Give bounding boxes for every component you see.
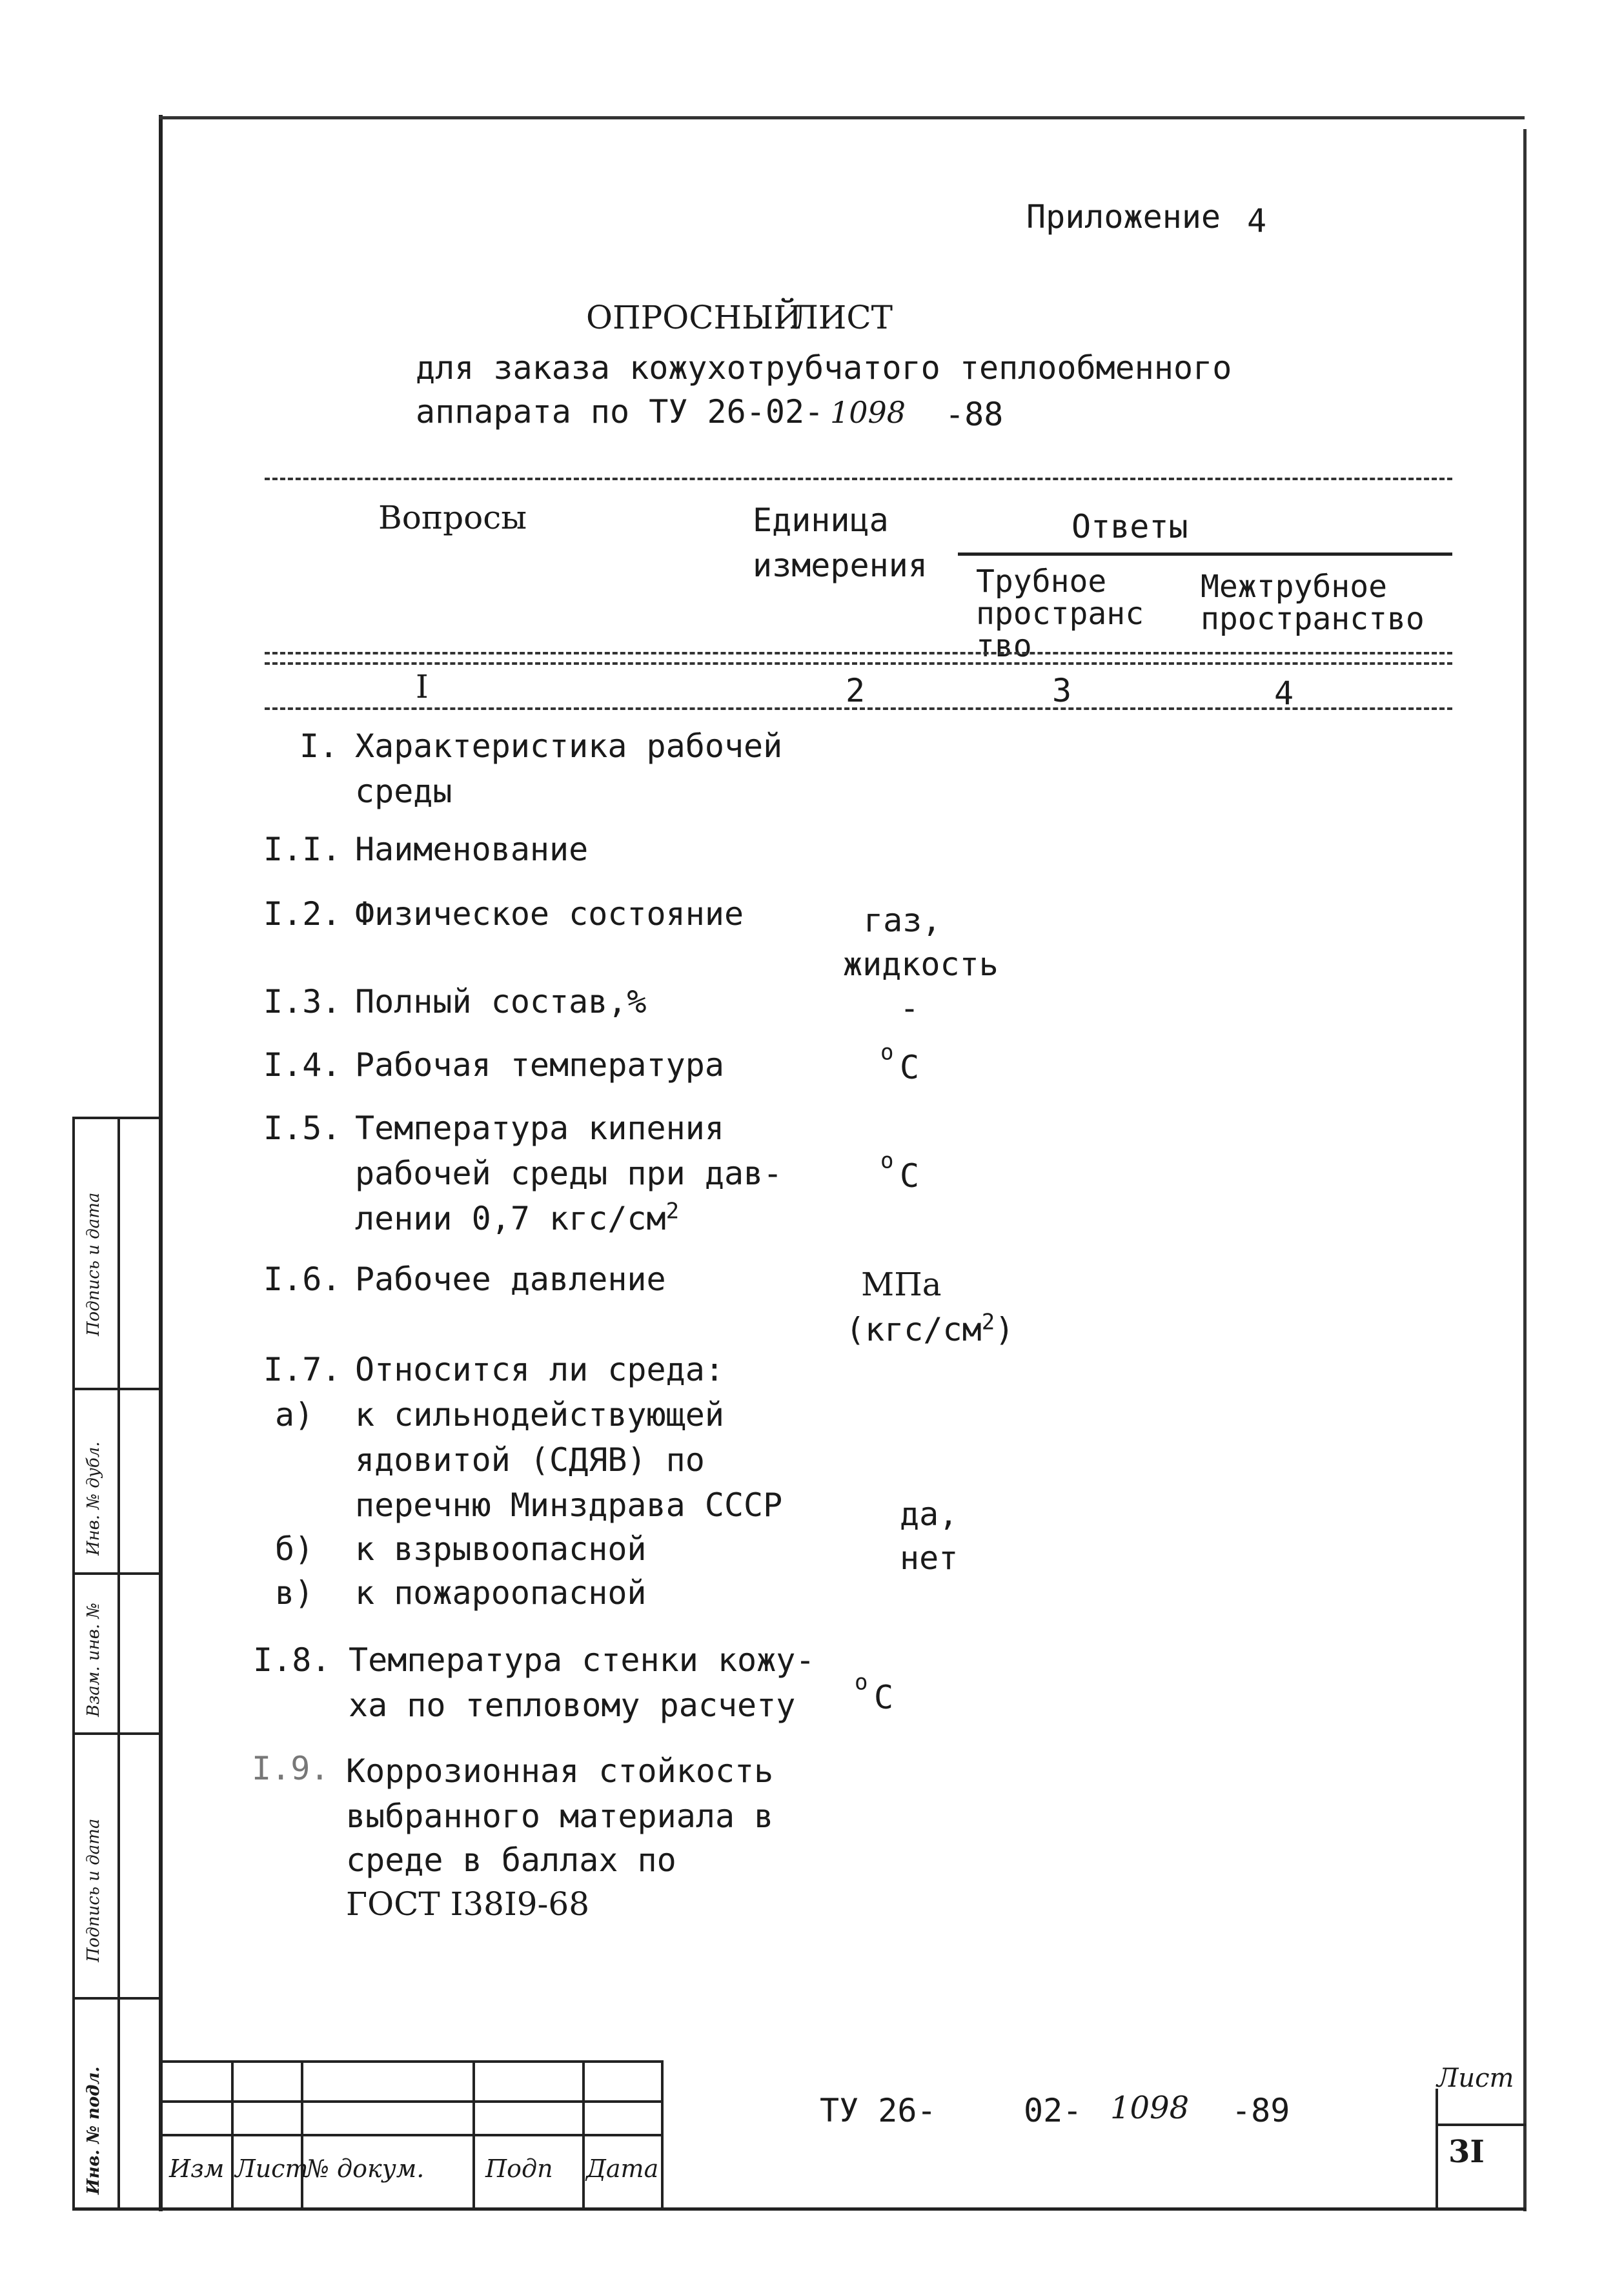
- row-number: I.6.: [263, 1261, 341, 1298]
- column-number-4: 4: [1274, 674, 1294, 712]
- row-text-line: Характеристика рабочей: [355, 727, 783, 765]
- header-bottom-rule: [265, 652, 1452, 654]
- row-number: I.9.: [252, 1750, 330, 1787]
- subtitle-line-2-prefix: аппарата по ТУ 26-02-: [416, 393, 824, 431]
- side-stamp-outer-line: [72, 1117, 75, 2210]
- sub-item-mark: а): [275, 1396, 314, 1434]
- row-text-line: Температура кипения: [355, 1110, 724, 1147]
- sheet-box-divider: [1436, 2124, 1526, 2126]
- title-block-top-line: [163, 2060, 662, 2063]
- document-code-mid: 02-: [1024, 2092, 1082, 2129]
- column-header-unit-line-2: измерения: [753, 547, 928, 584]
- sub-item-mark: в): [275, 1574, 314, 1612]
- column-header-questions: Вопросы: [378, 499, 527, 536]
- header-bottom-rule-2: [265, 662, 1452, 665]
- row-unit: С: [900, 1157, 920, 1195]
- title-block-column-line: [231, 2060, 234, 2209]
- row-text-line: выбранного материала в: [346, 1798, 774, 1835]
- row-number: I.: [299, 727, 339, 765]
- row-number: I.2.: [263, 895, 341, 933]
- subtitle-line-2-suffix: -88: [945, 396, 1004, 433]
- side-stamp-divider: [72, 1388, 161, 1390]
- side-stamp-label-duplicate-inv: Инв. № дубл.: [84, 1441, 103, 1556]
- sub-item-text: к взрывоопасной: [355, 1530, 647, 1568]
- title-block-label-podp: Подп: [485, 2154, 553, 2183]
- sub-item-mark: б): [275, 1530, 314, 1568]
- row-unit-line: нет: [900, 1539, 959, 1577]
- row-number: I.I.: [263, 831, 341, 868]
- row-unit: С: [900, 1049, 920, 1086]
- row-number: I.3.: [263, 983, 341, 1020]
- row-unit: С: [874, 1679, 894, 1716]
- row-text-line: Коррозионная стойкость: [346, 1752, 774, 1790]
- column-header-shell-line-2: пространство: [1201, 601, 1425, 637]
- row-unit-line: $(кгс/см^2)$: [846, 1309, 1015, 1348]
- sheet-number: 3I: [1448, 2134, 1485, 2170]
- title-word-2: ЛИСТ: [791, 299, 893, 336]
- row-unit-line: газ,: [864, 902, 942, 939]
- row-text-line: рабочей среды при дав-: [355, 1155, 783, 1192]
- row-unit-superscript: о: [880, 1039, 894, 1066]
- side-stamp-inner-line: [117, 1117, 120, 2210]
- row-unit: -: [900, 989, 920, 1027]
- subtitle-handwritten-number: 1098: [830, 395, 906, 430]
- frame-right-border: [1523, 129, 1527, 2211]
- title-block-row-line: [163, 2100, 662, 2103]
- row-text-line: лении 0,7 кгс/$см^2$: [355, 1198, 680, 1237]
- row-unit-line: жидкость: [843, 946, 999, 983]
- column-number-2: 2: [846, 672, 866, 709]
- title-block-label-izm: Изм: [169, 2154, 225, 2183]
- subtitle-line-1: для заказа кожухотрубчатого теплообменного: [416, 349, 1232, 387]
- column-number-3: 3: [1052, 672, 1072, 709]
- column-header-tube-line-2: пространс: [976, 596, 1144, 632]
- row-text: Полный состав,%: [355, 983, 647, 1020]
- table-top-rule: [265, 478, 1452, 480]
- column-header-tube-line-3: тво: [976, 628, 1032, 664]
- sheet-label: Лист: [1437, 2063, 1514, 2093]
- title-block-column-line: [661, 2060, 664, 2209]
- row-number: I.8.: [253, 1641, 331, 1679]
- sub-item-text: ядовитой (СДЯВ) по: [355, 1441, 705, 1479]
- frame-bottom-border: [72, 2207, 1526, 2211]
- frame-top-border: [159, 116, 1525, 119]
- row-text: Относится ли среда:: [355, 1351, 724, 1388]
- column-header-answers: Ответы: [1071, 508, 1188, 545]
- row-text: Наименование: [355, 831, 589, 868]
- side-stamp-divider: [72, 1117, 161, 1119]
- side-stamp-divider: [72, 1732, 161, 1735]
- row-text-line: ГОСТ I38I9-68: [346, 1885, 590, 1923]
- sheet-box-left-line: [1436, 2089, 1438, 2209]
- column-header-unit-line-1: Единица: [753, 502, 889, 539]
- row-text: Физическое состояние: [355, 895, 744, 933]
- answers-underline: [958, 553, 1452, 556]
- document-code-prefix: ТУ 26-: [820, 2092, 937, 2129]
- title-block-column-line: [582, 2060, 585, 2209]
- title-block-row-line: [163, 2134, 662, 2136]
- sub-item-text: к пожароопасной: [355, 1574, 647, 1612]
- side-stamp-divider: [72, 1997, 161, 2000]
- row-unit-line: да,: [900, 1495, 959, 1533]
- row-text-line: Температура стенки кожу-: [349, 1641, 815, 1679]
- column-header-tube-line-1: Трубное: [976, 563, 1107, 600]
- sub-item-text: перечню Минздрава СССР: [355, 1486, 783, 1524]
- document-code-handwritten-number: 1098: [1110, 2090, 1190, 2126]
- row-text: Рабочая температура: [355, 1046, 724, 1084]
- row-unit-superscript: о: [855, 1669, 868, 1696]
- title-block-label-list: Лист: [235, 2154, 309, 2183]
- title-block-column-line: [301, 2060, 303, 2209]
- row-text-line: ха по тепловому расчету: [349, 1687, 796, 1724]
- row-number: I.7.: [263, 1351, 341, 1388]
- sub-item-text: к сильнодействующей: [355, 1396, 724, 1434]
- numbers-bottom-rule: [265, 707, 1452, 710]
- row-text-line: среде в баллах по: [346, 1841, 676, 1879]
- side-stamp-label-signature-date-2: Подпись и дата: [84, 1818, 103, 1962]
- row-number: I.5.: [263, 1110, 341, 1147]
- row-unit-superscript: о: [880, 1148, 894, 1174]
- document-code-suffix: -89: [1232, 2092, 1290, 2129]
- side-stamp-divider: [72, 1572, 161, 1575]
- row-text-line: среды: [355, 773, 452, 810]
- side-stamp-label-original-inv: Инв. № подл.: [84, 2066, 103, 2195]
- title-block-label-data: Дата: [586, 2154, 659, 2183]
- column-number-1: I: [416, 668, 429, 705]
- title-block-label-dokum: № докум.: [306, 2154, 425, 2183]
- frame-left-border: [159, 115, 163, 2211]
- side-stamp-label-replaced-inv: Взам. инв. №: [84, 1602, 103, 1717]
- title-block-column-line: [472, 2060, 475, 2209]
- title-word-1: ОПРОСНЫЙ: [586, 299, 802, 336]
- column-header-shell-line-1: Межтрубное: [1201, 569, 1387, 605]
- appendix-number: 4: [1247, 202, 1267, 239]
- row-text: Рабочее давление: [355, 1261, 666, 1298]
- row-number: I.4.: [263, 1046, 341, 1084]
- side-stamp-label-signature-date: Подпись и дата: [84, 1192, 103, 1336]
- row-unit-line: МПа: [861, 1266, 942, 1303]
- appendix-label: Приложение: [1026, 198, 1221, 236]
